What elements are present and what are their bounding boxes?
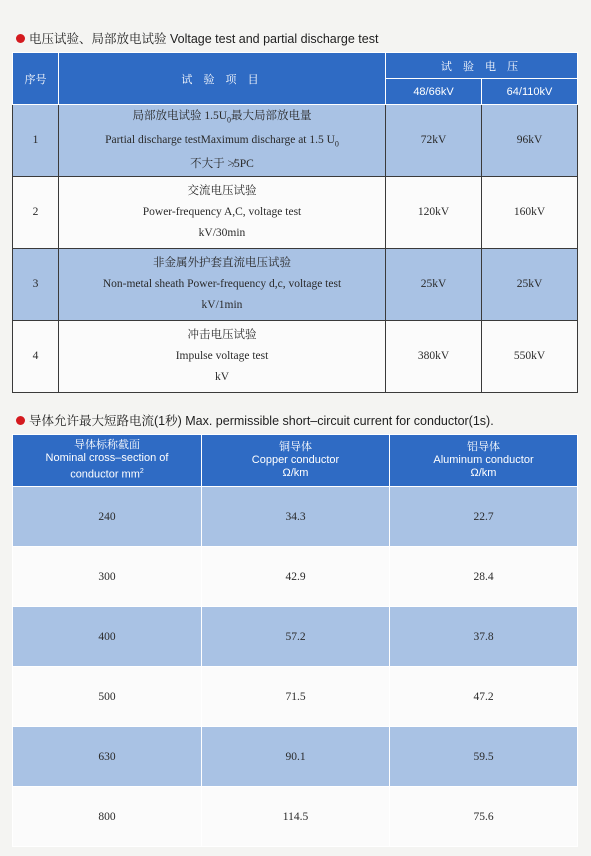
test-item [59,105,386,177]
aluminum-value: 75.6 [390,787,578,847]
aluminum-value: 28.4 [390,547,578,607]
test-item [59,249,386,321]
test-item-unit: kV/30min [198,227,246,239]
red-bullet-icon [16,416,25,425]
voltage-66kv-value: 72kV [386,105,482,177]
table-row [13,727,578,787]
aluminum-value: 22.7 [390,487,578,547]
section-title-short-circuit [16,411,494,429]
cross-section-value: 630 [13,727,202,787]
header-test-item: 试 验 项 目 [59,53,386,105]
cross-section-value: 800 [13,787,202,847]
cross-section-value: 400 [13,607,202,667]
table-row [13,487,578,547]
row-number: 4 [13,321,59,393]
header-voltage-66kv: 48/66kV [386,79,482,105]
table-row [13,547,578,607]
section-title-voltage-test [16,29,378,47]
copper-value: 57.2 [202,607,390,667]
row-number: 3 [13,249,59,321]
table-row [13,105,578,177]
voltage-66kv-value: 25kV [386,249,482,321]
test-item-cn: 交流电压试验 [187,185,257,197]
cross-section-value: 300 [13,547,202,607]
test-item-unit: kV [214,371,230,383]
aluminum-value: 59.5 [390,727,578,787]
voltage-66kv-value: 380kV [386,321,482,393]
cross-section-value: 500 [13,667,202,727]
table-row [13,667,578,727]
test-item [59,177,386,249]
header-aluminum-conductor: 铝导体 Aluminum conductor Ω/km [390,435,578,487]
test-item-en: Power-frequency A,C, voltage test [142,206,302,218]
test-item-cn: 局部放电试验 $1.5U_0$最大局部放电量 [132,109,312,124]
copper-value: 114.5 [202,787,390,847]
voltage-110kv-value: 96kV [482,105,578,177]
header-copper-conductor: 铜导体 Copper conductor Ω/km [202,435,390,487]
copper-value: 90.1 [202,727,390,787]
test-item-cn: 冲击电压试验 [187,329,257,341]
test-item-en: Non-metal sheath Power-frequency d,c, voltage test [102,278,342,290]
test-item-en: Impulse voltage test [175,350,269,362]
test-item-unit: 不大于 ≯5PC [190,158,254,171]
table-row [13,177,578,249]
aluminum-value: 37.8 [390,607,578,667]
table-row [13,321,578,393]
header-no: 序号 [13,53,59,105]
short-circuit-table [12,434,578,847]
voltage-110kv-value: 25kV [482,249,578,321]
voltage-66kv-value: 120kV [386,177,482,249]
section-title-text: 导体允许最大短路电流(1秒) Max. permissible short–circuit current for conductor(1s). [29,414,494,428]
header-test-voltage: 试 验 电 压 [386,53,578,79]
test-item-cn: 非金属外护套直流电压试验 [153,257,291,269]
table-row [13,787,578,847]
header-cross-section: 导体标称截面 Nominal cross–section of conductor $mm^2$ [13,435,202,487]
table-row [13,249,578,321]
voltage-test-table [12,52,578,393]
copper-value: 34.3 [202,487,390,547]
red-bullet-icon [16,34,25,43]
copper-value: 42.9 [202,547,390,607]
test-item-en: Partial discharge testMaximum discharge at 1.5 $U_0$ [105,134,339,149]
section-title-text: 电压试验、局部放电试验 Voltage test and partial discharge test [29,32,379,46]
test-item [59,321,386,393]
voltage-110kv-value: 160kV [482,177,578,249]
row-number: 1 [13,105,59,177]
aluminum-value: 47.2 [390,667,578,727]
voltage-110kv-value: 550kV [482,321,578,393]
header-voltage-110kv: 64/110kV [482,79,578,105]
table-row [13,607,578,667]
test-item-unit: kV/1min [201,299,243,311]
copper-value: 71.5 [202,667,390,727]
cross-section-value: 240 [13,487,202,547]
row-number: 2 [13,177,59,249]
